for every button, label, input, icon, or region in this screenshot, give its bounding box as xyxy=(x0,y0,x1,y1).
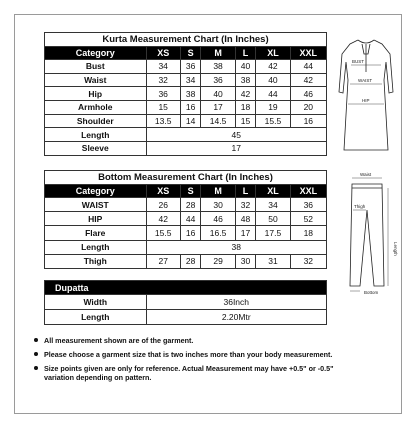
cell: 42 xyxy=(146,212,180,226)
cell: 36 xyxy=(180,60,201,74)
cell: 44 xyxy=(256,87,290,101)
cell: 16.5 xyxy=(201,226,235,240)
bullet-icon xyxy=(34,338,38,342)
row-label: WAIST xyxy=(45,198,147,212)
row-label: Waist xyxy=(45,73,147,87)
row-label: Width xyxy=(45,295,147,310)
length-label: Length xyxy=(393,242,398,256)
cell: 28 xyxy=(180,198,201,212)
cell: 18 xyxy=(290,226,326,240)
cell: 40 xyxy=(235,60,256,74)
dupatta-row-width xyxy=(45,295,327,310)
kurta-header-xxl: XXL xyxy=(290,47,326,60)
cell: 46 xyxy=(201,212,235,226)
bottom-label: Bottom xyxy=(364,290,379,295)
kurta-row-hip xyxy=(45,87,327,101)
pant-outline-icon xyxy=(334,170,398,296)
hip-label: HIP xyxy=(362,98,370,103)
row-label: Thigh xyxy=(45,254,147,268)
pant-diagram xyxy=(334,170,398,296)
bottom-row-waist xyxy=(45,198,327,212)
bottom-header-xs: XS xyxy=(146,185,180,198)
cell: 48 xyxy=(235,212,256,226)
cell: 36 xyxy=(290,198,326,212)
row-label: Hip xyxy=(45,87,147,101)
bullet-icon xyxy=(34,352,38,356)
cell: 50 xyxy=(256,212,290,226)
kurta-header-xs: XS xyxy=(146,47,180,60)
cell: 36 xyxy=(201,73,235,87)
cell: 15 xyxy=(235,114,256,128)
row-label: Bust xyxy=(45,60,147,74)
bottom-row-hip xyxy=(45,212,327,226)
kurta-header-category: Category xyxy=(45,47,147,60)
kurta-table-title: Kurta Measurement Chart (In Inches) xyxy=(45,33,327,47)
waist-label: Waist xyxy=(360,172,372,177)
cell: 17.5 xyxy=(256,226,290,240)
bottom-row-thigh xyxy=(45,254,327,268)
bottom-row-flare xyxy=(45,226,327,240)
cell: 27 xyxy=(146,254,180,268)
cell: 16 xyxy=(180,101,201,115)
note-text: Size points given are only for reference. Actual Measurement may have +0.5" or -0.5" variation depending on pattern. xyxy=(44,364,334,382)
cell: 34 xyxy=(180,73,201,87)
bullet-icon xyxy=(34,366,38,370)
cell: 14 xyxy=(180,114,201,128)
notes-list xyxy=(34,336,364,387)
kurta-diagram xyxy=(334,32,398,160)
kurta-outline-icon xyxy=(334,32,398,160)
cell: 42 xyxy=(235,87,256,101)
note-item xyxy=(34,336,364,345)
row-label: Length xyxy=(45,240,147,254)
cell: 28 xyxy=(180,254,201,268)
note-item xyxy=(34,350,364,359)
cell: 26 xyxy=(146,198,180,212)
cell: 36Inch xyxy=(146,295,326,310)
bottom-header-xxl: XXL xyxy=(290,185,326,198)
kurta-header-xl: XL xyxy=(256,47,290,60)
row-label: Shoulder xyxy=(45,114,147,128)
bottom-header-m: M xyxy=(201,185,235,198)
cell: 14.5 xyxy=(201,114,235,128)
cell: 30 xyxy=(235,254,256,268)
cell: 13.5 xyxy=(146,114,180,128)
cell: 30 xyxy=(201,198,235,212)
cell: 17 xyxy=(235,226,256,240)
kurta-row-armhole xyxy=(45,101,327,115)
kurta-header-s: S xyxy=(180,47,201,60)
kurta-row-sleeve xyxy=(45,142,327,156)
cell: 38 xyxy=(235,73,256,87)
cell: 44 xyxy=(180,212,201,226)
dupatta-row-length xyxy=(45,310,327,325)
row-label: Flare xyxy=(45,226,147,240)
row-label: Sleeve xyxy=(45,142,147,156)
cell: 29 xyxy=(201,254,235,268)
cell: 19 xyxy=(256,101,290,115)
cell: 15.5 xyxy=(256,114,290,128)
cell: 34 xyxy=(256,198,290,212)
waist-label: WAIST xyxy=(358,78,373,83)
cell: 40 xyxy=(256,73,290,87)
cell: 44 xyxy=(290,60,326,74)
cell: 16 xyxy=(290,114,326,128)
cell: 40 xyxy=(201,87,235,101)
kurta-row-bust xyxy=(45,60,327,74)
bust-label: BUST xyxy=(352,59,365,64)
kurta-row-waist xyxy=(45,73,327,87)
row-label: Length xyxy=(45,310,147,325)
thigh-label: Thigh xyxy=(354,204,366,209)
bottom-header-category: Category xyxy=(45,185,147,198)
cell: 2.20Mtr xyxy=(146,310,326,325)
cell: 38 xyxy=(201,60,235,74)
note-item xyxy=(34,364,364,382)
cell: 32 xyxy=(235,198,256,212)
cell: 46 xyxy=(290,87,326,101)
row-label: Length xyxy=(45,128,147,142)
row-label: HIP xyxy=(45,212,147,226)
cell: 38 xyxy=(180,87,201,101)
bottom-header-l: L xyxy=(235,185,256,198)
kurta-header-m: M xyxy=(201,47,235,60)
cell: 15.5 xyxy=(146,226,180,240)
dupatta-table xyxy=(44,280,327,325)
row-label: Armhole xyxy=(45,101,147,115)
bottom-row-length xyxy=(45,240,327,254)
kurta-measurement-table xyxy=(44,32,327,156)
note-text: All measurement shown are of the garment. xyxy=(44,336,194,345)
cell: 17 xyxy=(146,142,326,156)
cell: 38 xyxy=(146,240,326,254)
cell: 31 xyxy=(256,254,290,268)
kurta-row-length xyxy=(45,128,327,142)
cell: 42 xyxy=(290,73,326,87)
note-text: Please choose a garment size that is two inches more than your body measurement. xyxy=(44,350,333,359)
cell: 32 xyxy=(290,254,326,268)
cell: 20 xyxy=(290,101,326,115)
cell: 16 xyxy=(180,226,201,240)
bottom-table-title: Bottom Measurement Chart (In Inches) xyxy=(45,171,327,185)
bottom-header-xl: XL xyxy=(256,185,290,198)
dupatta-title: Dupatta xyxy=(45,281,327,295)
cell: 17 xyxy=(201,101,235,115)
cell: 34 xyxy=(146,60,180,74)
cell: 15 xyxy=(146,101,180,115)
cell: 32 xyxy=(146,73,180,87)
cell: 45 xyxy=(146,128,326,142)
cell: 18 xyxy=(235,101,256,115)
cell: 36 xyxy=(146,87,180,101)
bottom-measurement-table xyxy=(44,170,327,269)
bottom-header-s: S xyxy=(180,185,201,198)
cell: 52 xyxy=(290,212,326,226)
kurta-row-shoulder xyxy=(45,114,327,128)
cell: 42 xyxy=(256,60,290,74)
kurta-header-l: L xyxy=(235,47,256,60)
